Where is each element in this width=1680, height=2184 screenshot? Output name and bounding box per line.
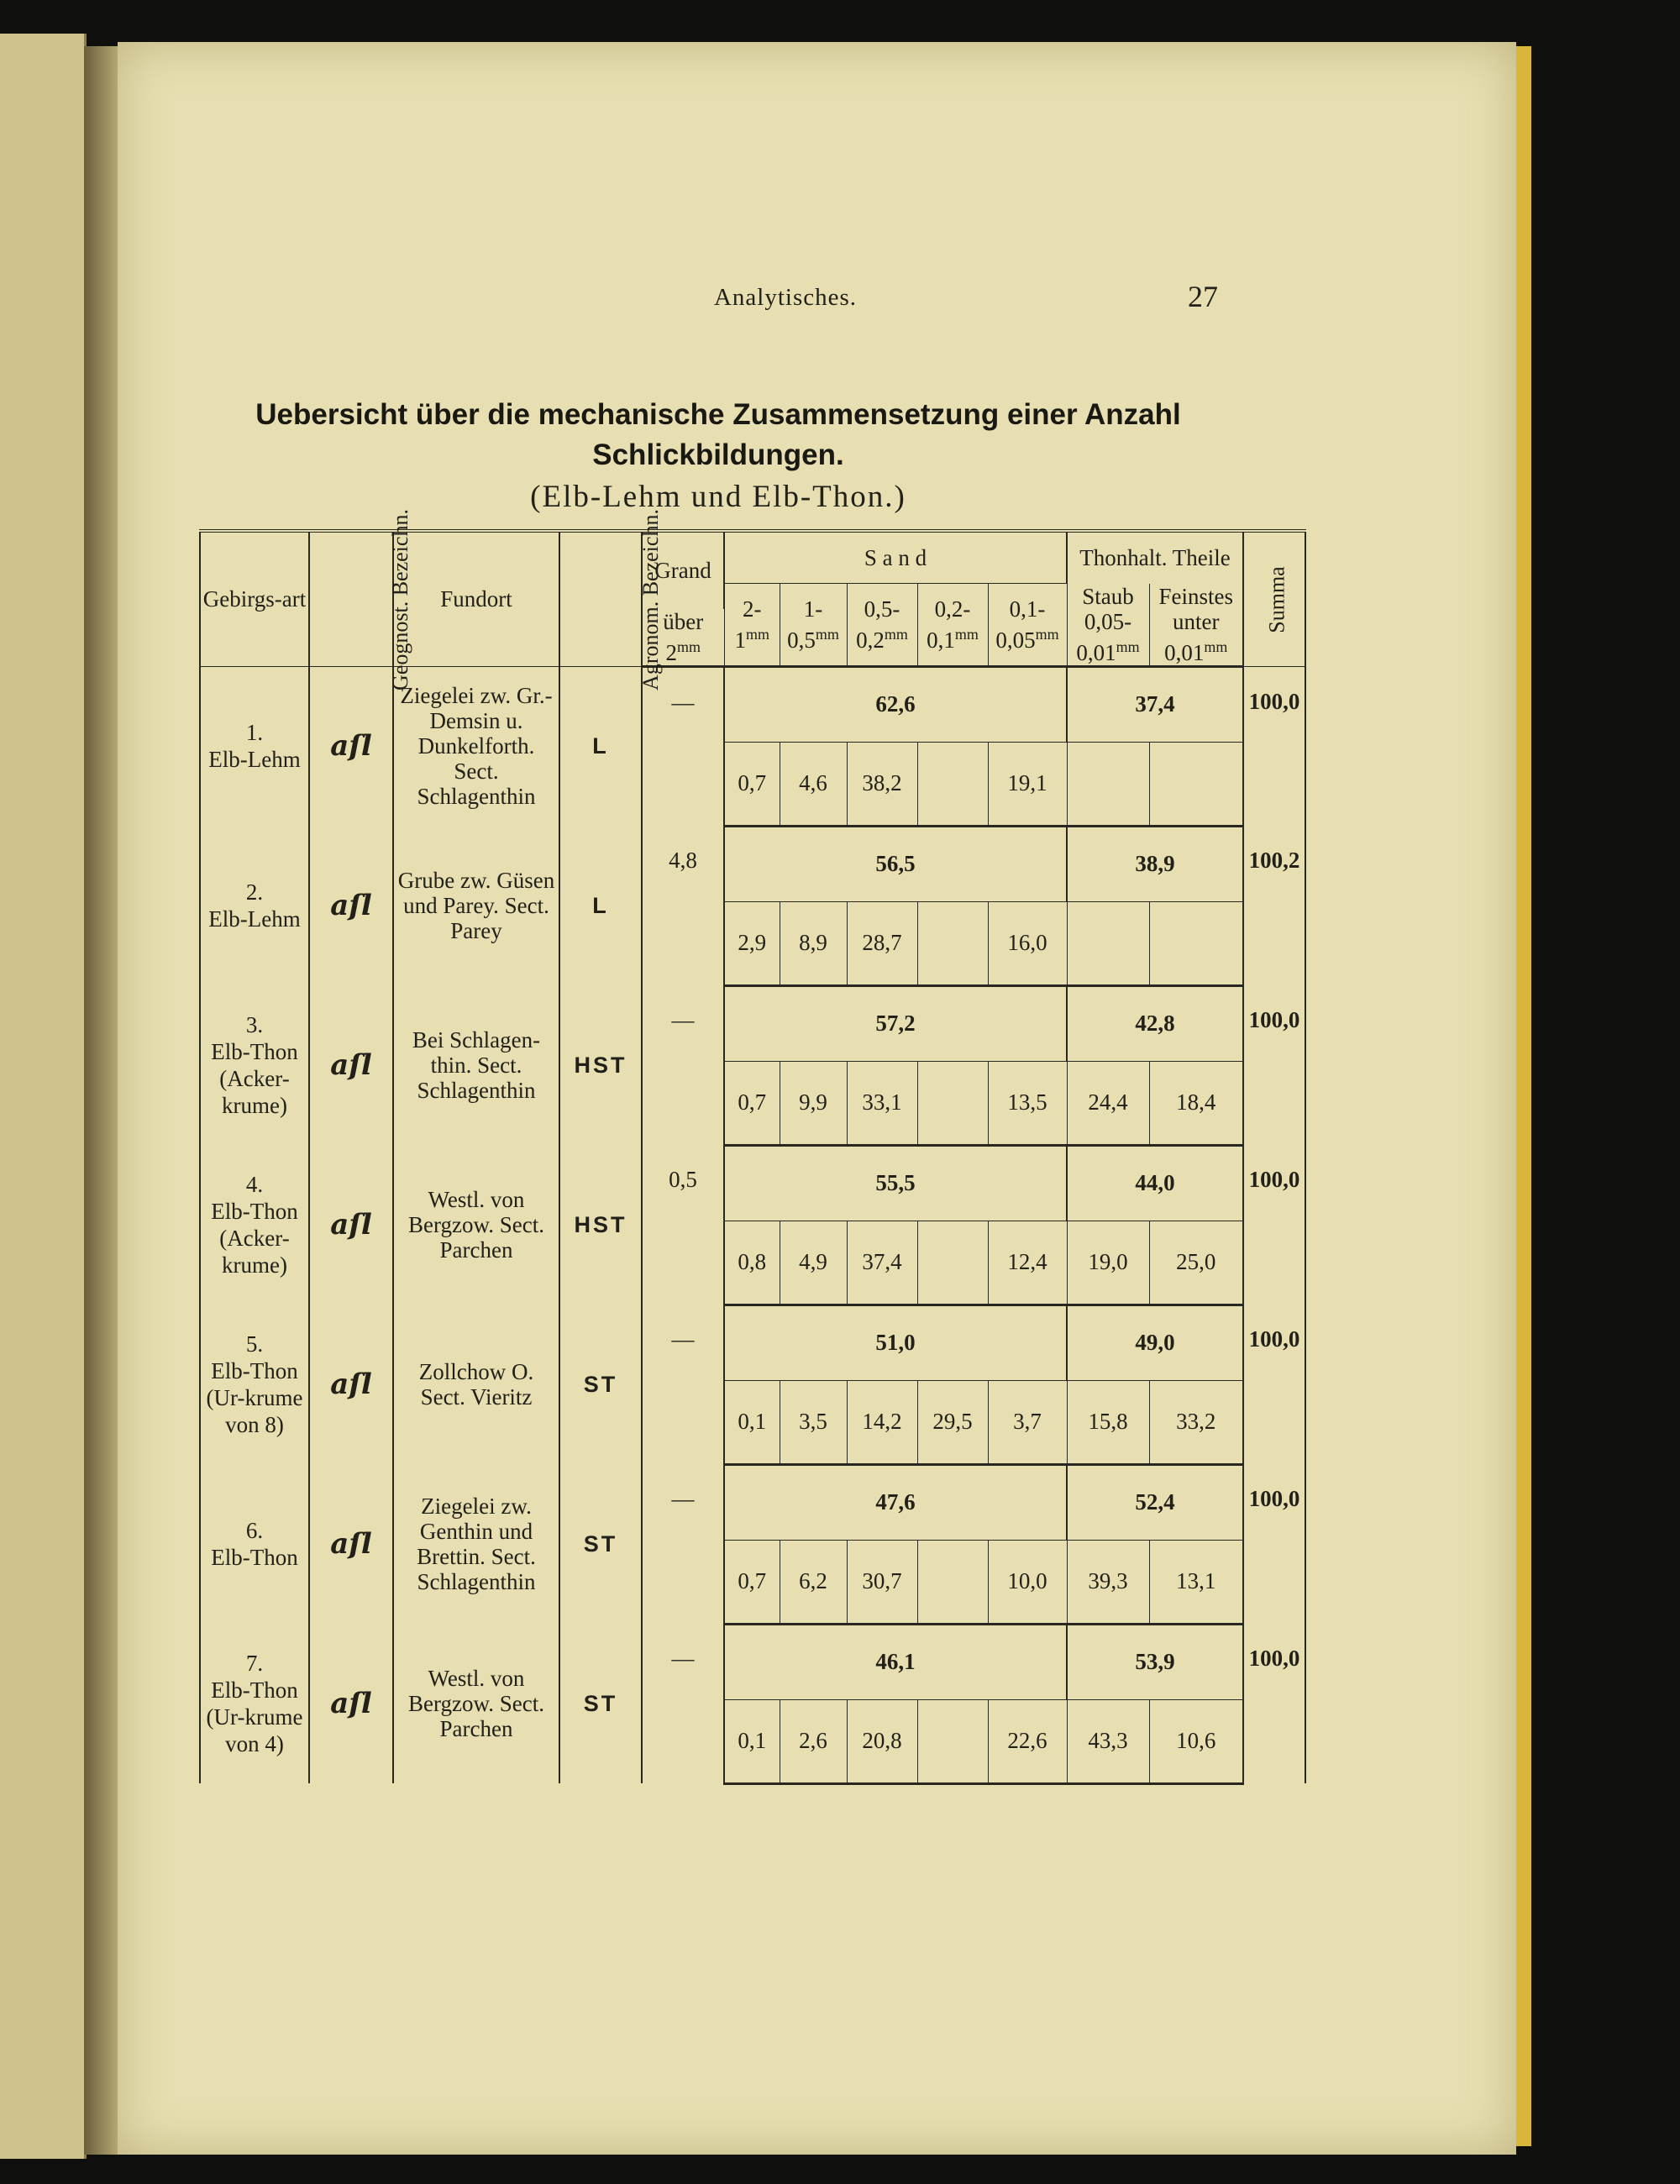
row-number: 2.: [245, 879, 264, 905]
cell-staub: [1067, 742, 1149, 826]
cell-feinstes: 10,6: [1149, 1699, 1243, 1783]
header-thonhalt: Thonhalt. Theile: [1067, 531, 1243, 584]
cell-sand-total: 57,2: [724, 985, 1067, 1061]
row-number: 6.: [245, 1518, 264, 1543]
cell-geognost: aſl: [309, 1624, 393, 1783]
cell-staub: 19,0: [1067, 1221, 1149, 1305]
cell-gebirgsart: [200, 1145, 309, 1305]
table-title: [202, 395, 1235, 475]
header-agronom: Agronom. Bezeichn.: [559, 531, 642, 666]
sand-col-1: 2- $1^{mm}$: [724, 584, 780, 667]
row-number: 4.: [245, 1172, 264, 1197]
cell-gebirgsart: [200, 826, 309, 985]
rock-type: Elb-Thon (Ur-krume von 8): [206, 1358, 303, 1437]
cell-geognost: aſl: [309, 1305, 393, 1464]
cell-sand-1-05: 6,2: [780, 1540, 847, 1624]
header-sand: S a n d: [724, 531, 1067, 584]
cell-geognost: aſl: [309, 1145, 393, 1305]
cell-feinstes: 18,4: [1149, 1061, 1243, 1145]
cell-grand: —: [642, 1305, 724, 1464]
cell-agronom: ST: [559, 1624, 642, 1783]
cell-grand: —: [642, 666, 724, 826]
cell-sand-total: 51,0: [724, 1305, 1067, 1380]
cell-geognost: aſl: [309, 666, 393, 826]
table-row: [200, 1624, 1305, 1699]
cell-sand-01-005: 3,7: [988, 1380, 1067, 1464]
cell-sand-1-05: 4,9: [780, 1221, 847, 1305]
header-fundort: Fundort: [393, 531, 559, 666]
cell-grand: —: [642, 1624, 724, 1783]
cell-gebirgsart: [200, 1464, 309, 1624]
cell-agronom: ST: [559, 1305, 642, 1464]
cell-summa: 100,0: [1243, 1624, 1305, 1783]
sand-col-4: 0,2- $0,1^{mm}$: [917, 584, 988, 667]
table-row: [200, 985, 1305, 1061]
cell-sand-total: 62,6: [724, 666, 1067, 742]
cell-agronom: L: [559, 826, 642, 985]
sand-col-2: 1- $0,5^{mm}$: [780, 584, 847, 667]
cell-thon-total: 42,8: [1067, 985, 1243, 1061]
row-number: 1.: [245, 720, 264, 746]
cell-sand-01-005: 19,1: [988, 742, 1067, 826]
rock-type: Elb-Lehm: [208, 747, 301, 773]
table-subtitle: (Elb-Lehm und Elb-Thon.): [530, 480, 906, 514]
cell-gebirgsart: [200, 1624, 309, 1783]
cell-agronom: L: [559, 666, 642, 826]
row-number: 5.: [245, 1331, 264, 1357]
rock-type: Elb-Thon: [211, 1545, 298, 1570]
cell-staub: 24,4: [1067, 1061, 1149, 1145]
row-number: 7.: [245, 1651, 264, 1676]
cell-summa: 100,0: [1243, 1464, 1305, 1624]
cell-sand-2-1: 2,9: [724, 901, 780, 985]
cell-sand-02-01: [917, 1540, 988, 1624]
cell-feinstes: [1149, 742, 1243, 826]
cell-thon-total: 52,4: [1067, 1464, 1243, 1540]
book-gutter: [84, 46, 118, 2155]
cell-staub: [1067, 901, 1149, 985]
cell-feinstes: 33,2: [1149, 1380, 1243, 1464]
cell-fundort: Grube zw. Güsen und Parey. Sect. Parey: [393, 826, 559, 985]
composition-table: [199, 509, 1305, 1785]
running-head: Analytisches.: [713, 284, 858, 311]
cell-sand-1-05: 9,9: [780, 1061, 847, 1145]
cell-grand: —: [642, 1464, 724, 1624]
cell-sand-2-1: 0,7: [724, 1540, 780, 1624]
cell-sand-05-02: 38,2: [847, 742, 917, 826]
cell-gebirgsart: [200, 666, 309, 826]
cell-sand-01-005: 10,0: [988, 1540, 1067, 1624]
cell-summa: 100,0: [1243, 985, 1305, 1145]
rock-type: Elb-Thon (Ur-krume von 4): [206, 1677, 303, 1756]
cell-agronom: HST: [559, 1145, 642, 1305]
cell-agronom: ST: [559, 1464, 642, 1624]
cell-sand-total: 55,5: [724, 1145, 1067, 1221]
cell-sand-1-05: 2,6: [780, 1699, 847, 1783]
cell-summa: 100,2: [1243, 826, 1305, 985]
rock-type: Elb-Thon (Acker-krume): [211, 1199, 298, 1278]
page-number: 27: [1188, 280, 1218, 313]
cell-sand-01-005: 13,5: [988, 1061, 1067, 1145]
rock-type: Elb-Lehm: [208, 906, 301, 932]
cell-thon-total: 53,9: [1067, 1624, 1243, 1699]
cell-grand: 4,8: [642, 826, 724, 985]
header-geognost: Geognost. Bezeichn.: [309, 531, 393, 666]
cell-sand-05-02: 20,8: [847, 1699, 917, 1783]
table-row: [200, 1145, 1305, 1221]
cell-feinstes: 13,1: [1149, 1540, 1243, 1624]
cell-thon-total: 44,0: [1067, 1145, 1243, 1221]
cell-sand-05-02: 30,7: [847, 1540, 917, 1624]
cell-staub: 43,3: [1067, 1699, 1149, 1783]
cell-gebirgsart: [200, 1305, 309, 1464]
header-feinstes: Feinstes: [1149, 584, 1243, 609]
cell-staub: 15,8: [1067, 1380, 1149, 1464]
header-grand-size: über $2^{mm}$: [642, 609, 724, 667]
cell-summa: 100,0: [1243, 666, 1305, 826]
header-summa: Summa: [1243, 531, 1305, 666]
sand-col-3: 0,5- $0,2^{mm}$: [847, 584, 917, 667]
data-table: [199, 509, 1306, 1785]
header-feinstes-range: unter $0,01^{mm}$: [1149, 609, 1243, 667]
cell-sand-05-02: 37,4: [847, 1221, 917, 1305]
cell-summa: 100,0: [1243, 1305, 1305, 1464]
cell-agronom: HST: [559, 985, 642, 1145]
cell-sand-02-01: 29,5: [917, 1380, 988, 1464]
header-grand: Grand: [642, 531, 724, 609]
cell-sand-1-05: 3,5: [780, 1380, 847, 1464]
cell-sand-05-02: 33,1: [847, 1061, 917, 1145]
header-staub-range: 0,05- $0,01^{mm}$: [1067, 609, 1149, 667]
sand-col-5: 0,1- $0,05^{mm}$: [988, 584, 1067, 667]
cell-fundort: Westl. von Bergzow. Sect. Parchen: [393, 1624, 559, 1783]
cell-feinstes: [1149, 901, 1243, 985]
row-number: 3.: [245, 1012, 264, 1037]
cell-thon-total: 37,4: [1067, 666, 1243, 742]
table-body: [200, 666, 1305, 1783]
header-gebirgsart: Gebirgs-art: [200, 531, 309, 666]
cell-sand-total: 56,5: [724, 826, 1067, 901]
cell-sand-01-005: 22,6: [988, 1699, 1067, 1783]
cell-fundort: Zollchow O. Sect. Vieritz: [393, 1305, 559, 1464]
cell-grand: —: [642, 985, 724, 1145]
cell-fundort: Ziegelei zw. Gr.-Demsin u. Dunkelforth. Sect. Schlagenthin: [393, 666, 559, 826]
rock-type: Elb-Thon (Acker-krume): [211, 1039, 298, 1118]
cell-gebirgsart: [200, 985, 309, 1145]
cell-sand-2-1: 0,1: [724, 1699, 780, 1783]
cell-fundort: Westl. von Bergzow. Sect. Parchen: [393, 1145, 559, 1305]
cell-sand-05-02: 14,2: [847, 1380, 917, 1464]
table-row: [200, 826, 1305, 901]
cell-staub: 39,3: [1067, 1540, 1149, 1624]
cell-sand-1-05: 8,9: [780, 901, 847, 985]
cell-geognost: aſl: [309, 985, 393, 1145]
cell-grand: 0,5: [642, 1145, 724, 1305]
cell-thon-total: 49,0: [1067, 1305, 1243, 1380]
cell-summa: 100,0: [1243, 1145, 1305, 1305]
cell-sand-02-01: [917, 1221, 988, 1305]
cell-thon-total: 38,9: [1067, 826, 1243, 901]
page-edge-strip: [1516, 46, 1531, 2146]
cell-sand-2-1: 0,7: [724, 1061, 780, 1145]
title-line-2: Schlickbildungen.: [592, 438, 844, 471]
cell-sand-2-1: 0,1: [724, 1380, 780, 1464]
adjacent-page-edge: [0, 34, 87, 2159]
cell-sand-2-1: 0,8: [724, 1221, 780, 1305]
cell-sand-01-005: 16,0: [988, 901, 1067, 985]
cell-geognost: aſl: [309, 1464, 393, 1624]
cell-geognost: aſl: [309, 826, 393, 985]
table-row: [200, 1464, 1305, 1540]
table-row: [200, 1305, 1305, 1380]
cell-sand-01-005: 12,4: [988, 1221, 1067, 1305]
cell-sand-02-01: [917, 742, 988, 826]
cell-sand-05-02: 28,7: [847, 901, 917, 985]
cell-sand-total: 47,6: [724, 1464, 1067, 1540]
cell-sand-02-01: [917, 901, 988, 985]
cell-fundort: Bei Schlagen-thin. Sect. Schlagenthin: [393, 985, 559, 1145]
header-staub: Staub: [1067, 584, 1149, 609]
cell-sand-02-01: [917, 1061, 988, 1145]
page-header: [202, 280, 1218, 318]
cell-fundort: Ziegelei zw. Genthin und Brettin. Sect. Schlagenthin: [393, 1464, 559, 1624]
cell-sand-02-01: [917, 1699, 988, 1783]
cell-sand-1-05: 4,6: [780, 742, 847, 826]
table-row: [200, 666, 1305, 742]
cell-sand-2-1: 0,7: [724, 742, 780, 826]
cell-feinstes: 25,0: [1149, 1221, 1243, 1305]
cell-sand-total: 46,1: [724, 1624, 1067, 1699]
title-line-1: Uebersicht über die mechanische Zusammensetzung einer Anzahl: [255, 398, 1181, 431]
